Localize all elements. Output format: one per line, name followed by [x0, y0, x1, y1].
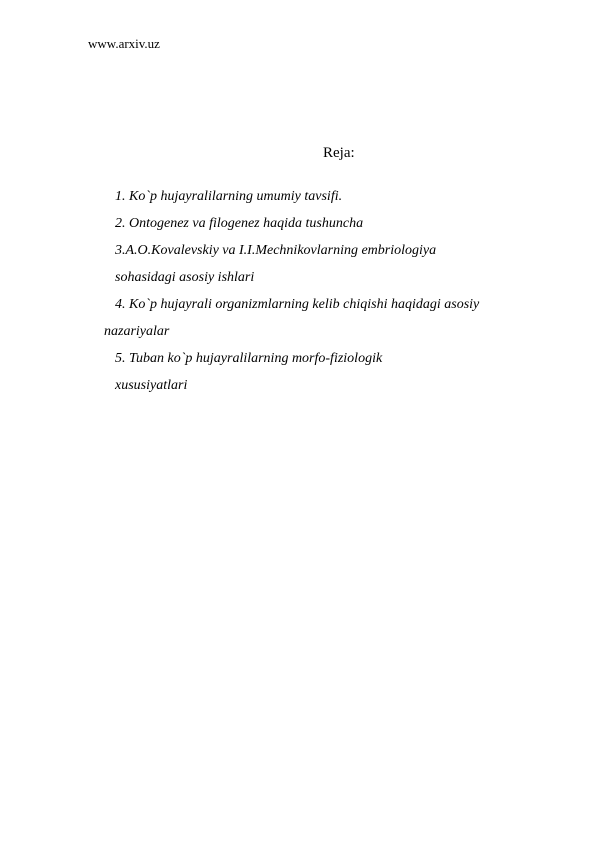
plan-item-4-line-2: nazariyalar	[104, 324, 170, 339]
site-header: www.arxiv.uz	[88, 36, 160, 51]
plan-item-2: 2. Ontogenez va filogenez haqida tushuncha	[115, 216, 364, 231]
plan-item-5-line-1: 5. Tuban ko`p hujayralilarning morfo-fiziologik	[115, 351, 383, 366]
plan-item-1: 1. Ko`p hujayralilarning umumiy tavsifi.	[115, 189, 343, 204]
plan-item-3-line-1: 3.A.O.Kovalevskiy va I.I.Mechnikovlarning embriologiya	[115, 243, 437, 258]
plan-item-3-line-2: sohasidagi asosiy ishlari	[115, 270, 255, 285]
document-title: Reja:	[323, 145, 355, 161]
plan-item-5-line-2: xususiyatlari	[115, 378, 188, 393]
plan-item-4-line-1: 4. Ko`p hujayrali organizmlarning kelib chiqishi haqidagi asosiy	[115, 297, 480, 312]
